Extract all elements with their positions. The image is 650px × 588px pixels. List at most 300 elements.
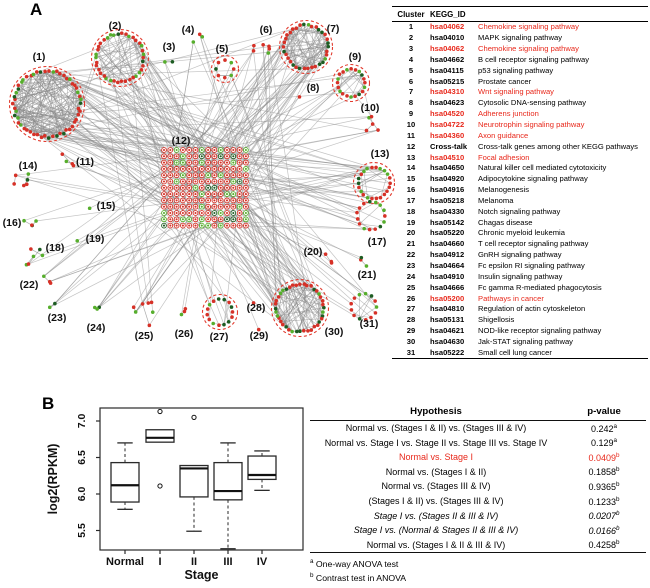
grid-node-dot	[188, 149, 190, 151]
gene-node	[112, 33, 116, 37]
cluster-number-cell: 25	[406, 282, 416, 292]
cluster-label: (16)	[2, 217, 22, 229]
cluster-number-cell: 9	[408, 109, 414, 119]
grid-node-dot	[188, 218, 190, 220]
gene-node	[357, 186, 361, 190]
gene-node	[78, 109, 82, 113]
kegg-id-cell: hsa04810	[430, 304, 465, 314]
footnote-superscript: b	[310, 572, 314, 580]
grid-node-dot	[169, 162, 171, 164]
kegg-table-row	[392, 261, 648, 272]
gene-node	[64, 128, 68, 132]
grid-node-dot	[201, 155, 203, 157]
gene-node	[320, 30, 324, 34]
hypothesis-row	[310, 523, 646, 538]
pathway-name-cell: Fc epsilon RI signaling pathway	[478, 260, 585, 270]
pathway-name-cell: MAPK signaling pathway	[478, 33, 562, 43]
grid-node-dot	[220, 168, 222, 170]
grid-node-dot	[226, 212, 228, 214]
gene-node	[184, 307, 188, 311]
gene-node	[378, 203, 382, 207]
hypothesis-cell: Stage I vs. (Normal & Stages II & III & IV)	[353, 525, 519, 536]
grid-node-dot	[213, 180, 215, 182]
gene-node	[131, 76, 135, 80]
grid-node-dot	[201, 225, 203, 227]
gene-node	[171, 60, 175, 64]
grid-node-dot	[201, 162, 203, 164]
grid-node-dot	[188, 206, 190, 208]
gene-node	[287, 328, 291, 332]
hypothesis-table	[310, 406, 646, 585]
gene-node	[22, 219, 26, 223]
grid-node-dot	[220, 218, 222, 220]
grid-node-dot	[220, 180, 222, 182]
cluster-number-cell: 10	[406, 120, 416, 130]
gene-node	[68, 77, 72, 81]
gene-node	[282, 50, 286, 54]
gene-node	[94, 56, 98, 60]
gene-node	[30, 223, 34, 227]
cluster-number-cell: 14	[406, 163, 416, 173]
gene-node	[303, 67, 307, 71]
pathway-name-cell: Chemokine signaling pathway	[478, 22, 579, 32]
gene-node	[362, 170, 366, 174]
cluster-label: (28)	[246, 302, 266, 314]
grid-node-dot	[169, 180, 171, 182]
cluster-label: (8)	[306, 82, 320, 94]
pvalue-superscript: b	[616, 480, 620, 488]
gene-node	[13, 95, 17, 99]
gene-node	[232, 67, 236, 71]
gene-node	[357, 177, 361, 181]
gene-node	[223, 58, 227, 62]
grid-node-dot	[245, 174, 247, 176]
cluster-label: (27)	[209, 331, 229, 343]
grid-node-dot	[245, 187, 247, 189]
grid-node-dot	[245, 218, 247, 220]
gene-node	[320, 317, 324, 321]
grid-node-dot	[213, 174, 215, 176]
kegg-id-cell: hsa04310	[430, 87, 465, 97]
gene-node	[222, 323, 226, 327]
gene-node	[387, 185, 391, 189]
kegg-table-body	[392, 22, 648, 358]
gene-node	[217, 323, 221, 327]
grid-node-dot	[201, 199, 203, 201]
iqr-box	[214, 463, 242, 500]
gene-node	[25, 75, 29, 79]
gene-node	[146, 301, 150, 305]
hypothesis-row	[310, 436, 646, 451]
gene-node	[14, 174, 18, 178]
kegg-id-cell: hsa05218	[430, 195, 465, 205]
gene-node	[326, 41, 330, 45]
pvalue-column-header: p-value	[587, 406, 621, 417]
gene-node	[349, 95, 353, 99]
gene-node	[283, 41, 287, 45]
gene-node	[93, 306, 97, 310]
gene-node	[223, 76, 227, 80]
gene-node	[47, 69, 51, 73]
gene-node	[211, 322, 215, 326]
cluster-label: (7)	[326, 23, 340, 35]
grid-node-dot	[201, 218, 203, 220]
gene-node	[97, 45, 101, 49]
kegg-id-cell: hsa05131	[430, 315, 465, 325]
gene-node	[68, 128, 72, 132]
grid-node-dot	[213, 155, 215, 157]
x-tick-label: II	[190, 556, 198, 568]
gene-node	[318, 62, 322, 66]
grid-node-dot	[182, 162, 184, 164]
box-ii	[180, 415, 208, 531]
gene-node	[32, 133, 36, 137]
grid-node-dot	[232, 212, 234, 214]
gene-node	[274, 310, 278, 314]
kegg-id-cell: hsa04510	[430, 152, 465, 162]
gene-node	[354, 68, 358, 72]
box-normal	[111, 443, 139, 509]
kegg-table-row	[392, 315, 648, 326]
gene-node	[365, 264, 369, 268]
network-edge	[184, 213, 201, 312]
cluster-label: (13)	[370, 148, 390, 160]
pathway-name-cell: Melanoma	[478, 195, 514, 205]
grid-node-dot	[232, 206, 234, 208]
grid-node-dot	[220, 162, 222, 164]
gene-node	[368, 228, 372, 232]
grid-node-dot	[232, 155, 234, 157]
grid-node-dot	[207, 168, 209, 170]
grid-node-dot	[182, 155, 184, 157]
gene-node	[363, 85, 367, 89]
gene-node	[76, 90, 80, 94]
gene-node	[102, 38, 106, 42]
grid-node-dot	[213, 149, 215, 151]
gene-node	[222, 298, 226, 302]
gene-node	[379, 196, 383, 200]
grid-node-dot	[239, 155, 241, 157]
grid-node-dot	[182, 193, 184, 195]
pathway-name-cell: Adherens junction	[478, 109, 539, 119]
grid-node-dot	[232, 180, 234, 182]
grid-node-dot	[163, 149, 165, 151]
cluster-number-cell: 20	[406, 228, 416, 238]
grid-node-dot	[213, 206, 215, 208]
gene-node	[385, 189, 389, 193]
grid-node-dot	[213, 193, 215, 195]
kegg-id-cell: hsa04623	[430, 98, 465, 108]
grid-node-dot	[207, 218, 209, 220]
gene-node	[281, 323, 285, 327]
kegg-table-row	[392, 336, 648, 347]
pathway-name-cell: T cell receptor signaling pathway	[478, 239, 589, 249]
gene-node	[75, 239, 79, 243]
cluster-number-cell: 6	[408, 76, 414, 86]
grid-node-dot	[213, 162, 215, 164]
kegg-id-cell: hsa04520	[430, 109, 465, 119]
grid-node-dot	[220, 225, 222, 227]
gene-node	[48, 280, 52, 284]
cluster-label: (19)	[85, 233, 105, 245]
kegg-table-row	[392, 282, 648, 293]
gene-node	[330, 260, 334, 264]
gene-node	[38, 248, 42, 252]
pathway-name-cell: Chemokine signaling pathway	[478, 44, 579, 54]
kegg-id-cell: hsa04650	[430, 163, 465, 173]
grid-node-dot	[194, 218, 196, 220]
gene-node	[141, 302, 145, 306]
pathway-name-cell: Fc gamma R-mediated phagocytosis	[478, 282, 602, 292]
pvalue-cell: 0.4258$^b$	[588, 539, 620, 551]
gene-node	[383, 169, 387, 173]
hypothesis-cell: Normal vs. Stage I vs. Stage II vs. Stage III vs. Stage IV	[324, 437, 548, 448]
x-tick-label: I	[158, 556, 162, 568]
cluster-label: (25)	[134, 330, 154, 342]
cluster-number-cell: 19	[406, 217, 416, 227]
cluster-label: (14)	[18, 160, 38, 172]
gene-node	[205, 313, 209, 317]
gene-node	[359, 190, 363, 194]
gene-node	[338, 89, 342, 93]
cluster-number-cell: 3	[408, 44, 414, 54]
grid-node-dot	[169, 193, 171, 195]
pvalue-cell: 0.1233$^b$	[588, 495, 620, 507]
grid-node-dot	[201, 149, 203, 151]
gene-node	[284, 37, 288, 41]
gene-node	[230, 305, 234, 309]
gene-node	[289, 31, 293, 35]
gene-node	[290, 330, 294, 334]
kegg-table-row	[392, 239, 648, 250]
grid-node-dot	[188, 180, 190, 182]
gene-node	[94, 53, 98, 57]
cluster-number-cell: 24	[406, 271, 416, 281]
grid-node-dot	[245, 199, 247, 201]
cluster-number-cell: 29	[406, 326, 416, 336]
kegg-id-cell: hsa04664	[430, 260, 465, 270]
gene-node	[128, 78, 132, 82]
gene-node	[374, 311, 378, 315]
gene-node	[341, 92, 345, 96]
gene-node	[36, 133, 40, 137]
gene-node	[370, 294, 374, 298]
grid-node-dot	[207, 174, 209, 176]
cluster-label: (20)	[303, 246, 323, 258]
grid-node-dot	[163, 199, 165, 201]
gene-node	[217, 297, 221, 301]
gene-node	[252, 44, 256, 48]
gene-node	[313, 325, 317, 329]
kegg-id-cell: hsa04660	[430, 239, 465, 249]
grid-node-dot	[182, 174, 184, 176]
hypothesis-row	[310, 494, 646, 509]
gene-node	[230, 315, 234, 319]
gene-node	[324, 252, 328, 256]
gene-node	[62, 74, 66, 78]
pvalue-cell: 0.0207$^b$	[588, 510, 620, 522]
kegg-table-row	[392, 65, 648, 76]
grid-node-dot	[194, 155, 196, 157]
x-axis-title: Stage	[184, 568, 219, 582]
gene-node	[383, 214, 387, 218]
cluster-internal-edge	[143, 304, 150, 325]
grid-node-dot	[213, 212, 215, 214]
gene-node	[55, 69, 59, 73]
kegg-table-row	[392, 33, 648, 44]
gene-node	[17, 87, 21, 91]
gene-node	[285, 287, 289, 291]
cluster-number-cell: 5	[408, 65, 414, 75]
gene-node	[276, 314, 280, 318]
gene-node	[26, 178, 30, 182]
gene-node	[99, 41, 103, 45]
gene-node	[116, 81, 120, 85]
grid-node-dot	[188, 174, 190, 176]
gene-node	[95, 61, 99, 65]
gene-node	[227, 301, 231, 305]
gene-node	[141, 49, 145, 53]
kegg-table-row	[392, 271, 648, 282]
pathway-name-cell: B cell receptor signaling pathway	[478, 54, 590, 64]
gene-node	[65, 160, 69, 164]
pathway-name-cell: NOD-like receptor signaling pathway	[478, 326, 602, 336]
gene-node	[302, 329, 306, 333]
grid-node-dot	[201, 180, 203, 182]
gene-node	[321, 303, 325, 307]
pvalue-superscript: b	[616, 466, 620, 474]
kegg-table-row	[392, 163, 648, 174]
cluster-label: (15)	[96, 200, 116, 212]
gene-node	[14, 91, 18, 95]
grid-node-dot	[176, 187, 178, 189]
cluster-number-cell: 2	[408, 33, 414, 43]
gene-node	[267, 51, 271, 55]
outlier-point	[158, 484, 162, 488]
gene-node	[279, 320, 283, 324]
grid-node-dot	[226, 162, 228, 164]
kegg-id-cell: hsa05220	[430, 228, 465, 238]
grid-node-dot	[220, 149, 222, 151]
gene-node	[373, 227, 377, 231]
grid-node-dot	[226, 180, 228, 182]
gene-node	[316, 323, 320, 327]
grid-node-dot	[226, 149, 228, 151]
gene-node	[58, 132, 62, 136]
pvalue-cell: 0.129$^a$	[590, 437, 618, 449]
gene-node	[103, 74, 107, 78]
grid-node-dot	[220, 199, 222, 201]
gene-node	[359, 172, 363, 176]
gene-node	[326, 45, 330, 49]
gene-node	[378, 167, 382, 171]
gene-node	[357, 181, 361, 185]
cluster-label: (21)	[357, 269, 377, 281]
gene-node	[279, 292, 283, 296]
grid-node-dot	[232, 168, 234, 170]
grid-node-dot	[220, 187, 222, 189]
pvalue-superscript: a	[613, 437, 618, 445]
grid-node-dot	[207, 225, 209, 227]
cluster-label: (29)	[249, 330, 269, 342]
gene-node	[163, 60, 167, 64]
kegg-id-cell: hsa04662	[430, 54, 465, 64]
y-tick-label: 6.5	[76, 450, 88, 465]
grid-node-dot	[213, 168, 215, 170]
grid-node-dot	[207, 149, 209, 151]
gene-node	[370, 115, 374, 119]
gene-node	[371, 122, 375, 126]
gene-node	[206, 307, 210, 311]
grid-node-dot	[232, 193, 234, 195]
kegg-id-cell: Cross-talk	[430, 141, 468, 151]
gene-node	[127, 35, 131, 39]
outlier-point	[158, 409, 162, 413]
grid-node-dot	[207, 199, 209, 201]
grid-node-dot	[169, 187, 171, 189]
pathway-name-cell: Regulation of actin cytoskeleton	[478, 304, 586, 314]
pvalue-cell: 0.0166$^b$	[588, 524, 620, 536]
kegg-table-row	[392, 22, 648, 33]
kegg-table-row	[392, 347, 648, 358]
gene-node	[313, 65, 317, 69]
kegg-id-cell: hsa04062	[430, 22, 465, 32]
grid-node-dot	[245, 168, 247, 170]
gene-node	[99, 71, 103, 75]
kegg-table-row	[392, 130, 648, 141]
gene-node	[13, 114, 17, 118]
grid-node-dot	[163, 187, 165, 189]
gene-node	[77, 113, 81, 117]
hypothesis-row	[310, 537, 646, 552]
gene-node	[180, 313, 184, 317]
x-tick-label: III	[223, 556, 233, 568]
grid-node-dot	[245, 193, 247, 195]
kegg-id-cell: hsa04916	[430, 185, 465, 195]
gene-node	[298, 23, 302, 27]
gene-node	[150, 301, 154, 305]
grid-node-dot	[194, 199, 196, 201]
gene-node	[306, 67, 310, 71]
cluster-internal-edge	[96, 37, 133, 54]
gene-node	[138, 71, 142, 75]
gene-node	[356, 217, 360, 221]
gene-node	[29, 130, 33, 134]
cluster-label: (31)	[359, 318, 379, 330]
grid-node-dot	[226, 218, 228, 220]
footnote-superscript: a	[310, 557, 314, 565]
gene-node	[302, 23, 306, 27]
gene-node	[353, 296, 357, 300]
kegg-table-row	[392, 250, 648, 261]
gene-node	[345, 94, 349, 98]
gene-node	[295, 330, 299, 334]
grid-node-dot	[194, 187, 196, 189]
kegg-id-cell: hsa04330	[430, 206, 465, 216]
grid-node-dot	[169, 149, 171, 151]
gene-node	[325, 50, 329, 54]
hypothesis-table-footnotes	[310, 553, 646, 585]
gene-node	[212, 299, 216, 303]
gene-node	[62, 132, 66, 136]
grid-node-dot	[188, 212, 190, 214]
hypothesis-cell: Normal vs. (Stages I & II) vs. (Stages III & IV)	[345, 423, 527, 434]
gene-node	[357, 93, 361, 97]
gene-node	[336, 81, 340, 85]
grid-node-dot	[188, 199, 190, 201]
gene-node	[325, 53, 329, 57]
cluster-label: (6)	[259, 24, 273, 36]
